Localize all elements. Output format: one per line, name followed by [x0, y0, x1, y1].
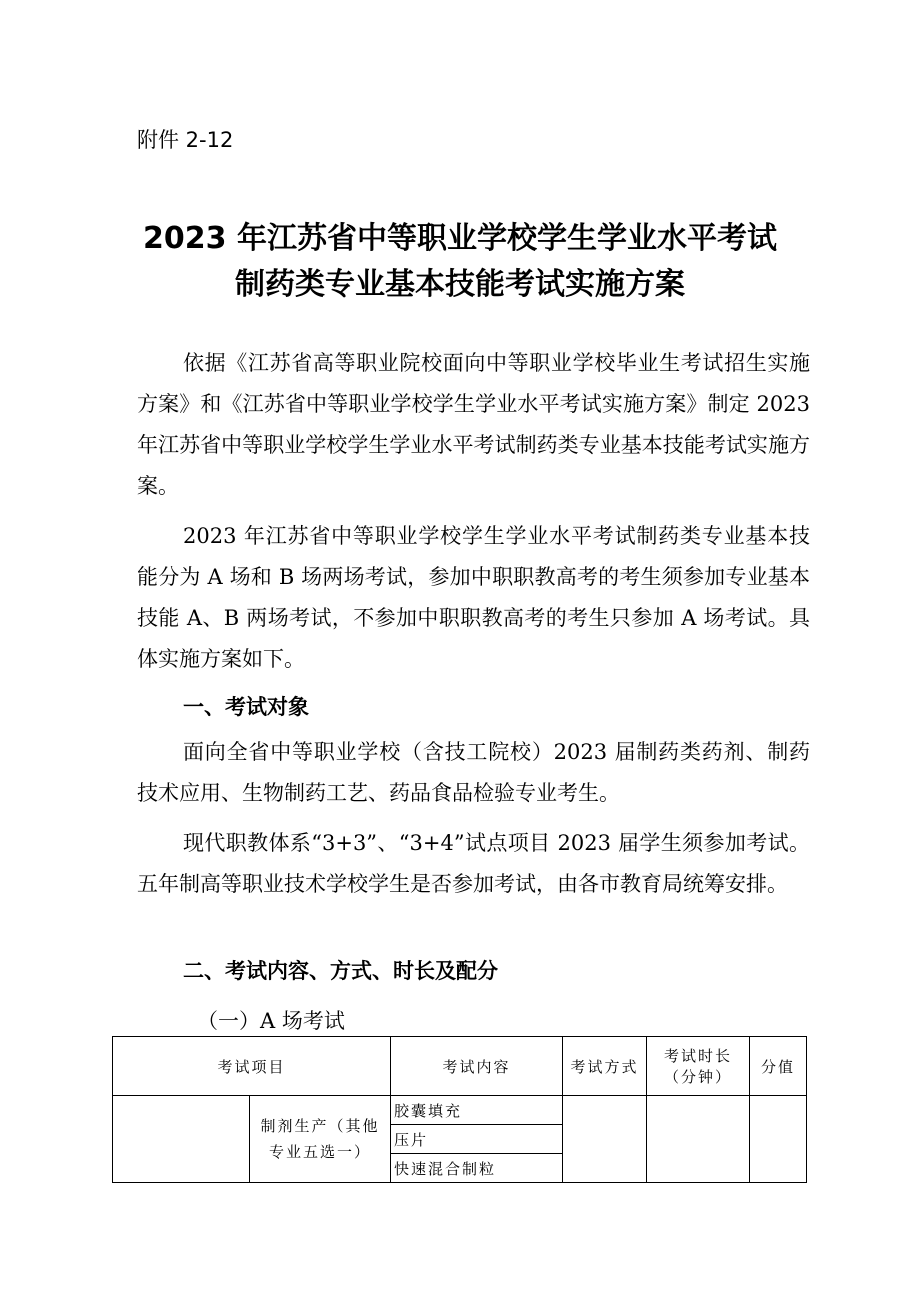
- attachment-label: 附件 2-12: [137, 128, 234, 152]
- document-title-line-2: 制药类专业基本技能考试实施方案: [235, 267, 685, 302]
- document-title-line-1: 2023 年江苏省中等职业学校学生学业水平考试: [143, 221, 777, 256]
- table-row: [113, 1096, 807, 1125]
- table-cell-item: 胶囊填充: [391, 1096, 563, 1125]
- table-cell-method-empty: [563, 1096, 647, 1183]
- table-cell-score-empty: [750, 1096, 807, 1183]
- paragraph-pilot-projects: 现代职教体系“3+3”、“3+4”试点项目 2023 届学生须参加考试。五年制高等职业技术学校学生是否参加考试，由各市教育局统筹安排。: [137, 831, 810, 896]
- table-cell-group-label: 制剂生产（其他专业五选一）: [250, 1096, 391, 1183]
- table-cell-project-empty: [113, 1096, 250, 1183]
- header-score: 分值: [750, 1037, 807, 1096]
- header-exam-content: 考试内容: [391, 1037, 563, 1096]
- paragraph-basis: 依据《江苏省高等职业院校面向中等职业学校毕业生考试招生实施方案》和《江苏省中等职业学校学生学业水平考试实施方案》制定 2023 年江苏省中等职业学校学生学业水平考试制药类专业基本技能考试实施方案。: [137, 351, 810, 498]
- table-cell-duration-empty: [647, 1096, 750, 1183]
- header-exam-project: 考试项目: [113, 1037, 391, 1096]
- paragraph-overview: 2023 年江苏省中等职业学校学生学业水平考试制药类专业基本技能分为 A 场和 B 场两场考试，参加中职职教高考的考生须参加专业基本技能 A、B 两场考试，不参加中职职教高考的考生只参加 A 场考试。具体实施方案如下。: [137, 524, 810, 671]
- paragraph-exam-target: 面向全省中等职业学校（含技工院校）2023 届制药类药剂、制药技术应用、生物制药工艺、药品食品检验专业考生。: [137, 740, 810, 805]
- section-heading-exam-target: 一、考试对象: [183, 695, 309, 719]
- table-cell-item: 压片: [391, 1125, 563, 1154]
- table-cell-item: 快速混合制粒: [391, 1154, 563, 1183]
- subsection-heading-a-exam: （一）A 场考试: [197, 1009, 345, 1033]
- header-exam-duration: 考试时长（分钟）: [647, 1037, 750, 1096]
- exam-table: [112, 1036, 807, 1183]
- header-exam-method: 考试方式: [563, 1037, 647, 1096]
- section-heading-exam-content: 二、考试内容、方式、时长及配分: [183, 959, 498, 983]
- table-header-row: [113, 1037, 807, 1096]
